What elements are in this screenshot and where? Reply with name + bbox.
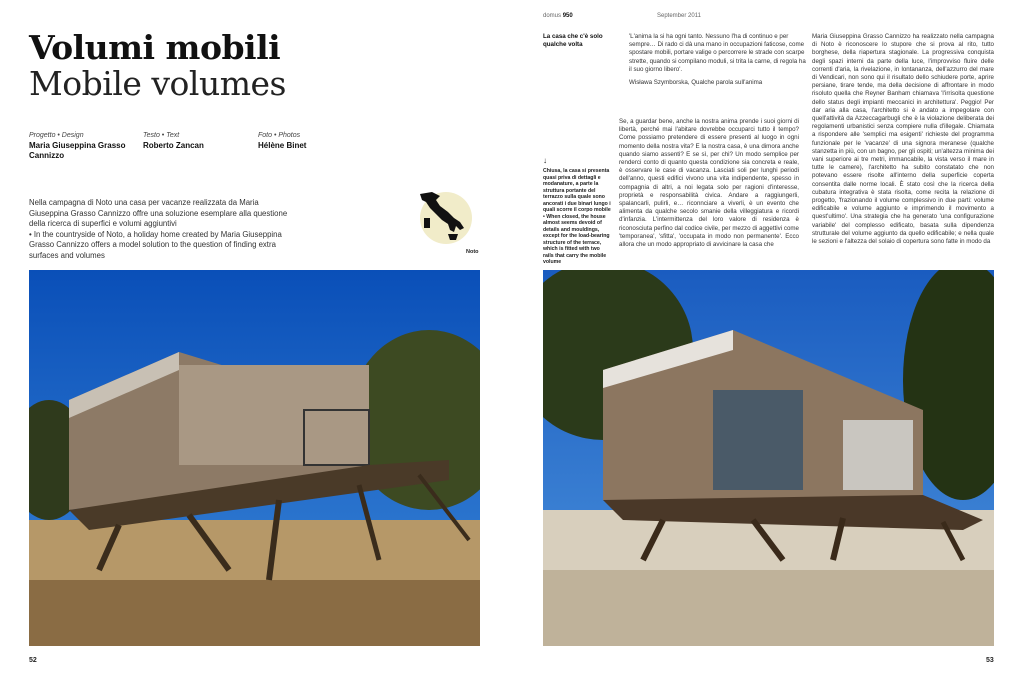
page-number-right: 53 [986,657,994,664]
credit-photos [258,132,378,151]
credit-name: Hélène Binet [258,141,307,150]
credit-role: Testo • Text [143,132,180,139]
body-column-2: Maria Giuseppina Grasso Cannizzo ha realizzato nella campagna di Noto è riconoscere lo stupore che si prova al rito, tutto borghese, della riapertura stagionale. La progressiva conquista degli spazi interni da parte della luce, l'improvviso fluire delle correnti d'aria, la rivelazione, in lontananza, dell'azzurro del mare di Vendicari, non sono qui il risultato dello schiudere porte, aprire persiane, tirare tende, ma della decisione di affrontare in modo risoluto quella che Reyner Banham chiamava 'l'irrisolta questione dello status degli impianti meccanici in architettura'. Peggio! Per dar aria alla casa, l'architetto si è andato a impegolare con quell'attività da Azzeccagarbugli che è la violazione deliberata dei regolamenti urbanistici senza compiere nulla d'illegale. Chiamata a rispondere alle 'semplici ma esigenti' richieste del programma funzionale per le 'vacanze' di una signora meranese (qualche stanzetta in più, con un bagno, per gli ospiti; un'altezza minima dei vani superiore ai tre metri, immancabile, la vista verso il mare in tutte le camere), l'architetto ha subito constatato che non potevano essere risolte all'interno della superficie coperta consentita dalle norme locali. È stato così che la ricerca della cubatura integrativa è stata risolta, come recita la relazione di progetto, 'frazionando il volume complessivo in due parti: volume edificabile e volume aggiunto e imprimendo il movimento a quest'ultimo'. Una strategia che ha generato 'una configurazione variabile' del complesso edificato, basata sulla dipendenza strutturale del volume aggiunto da quello edificabile; e nella quale le sezioni e l'altezza del solaio di copertura sono fatte in modo da [812,33,994,246]
magazine-name: domus [543,13,562,19]
credit-name: Maria Giuseppina Grasso Cannizzo [29,141,126,160]
article-subtitle: Mobile volumes [29,64,286,103]
issue-date: September 2011 [657,13,701,19]
page-number-left: 52 [29,657,37,664]
intro-italian: Nella campagna di Noto una casa per vacanze realizzata da Maria Giuseppina Grasso Cannizzo offre una soluzione esemplare alla questione della ricerca di superfici e volumi aggiuntivi [29,198,288,229]
credit-name: Roberto Zancan [143,141,204,150]
map-label: Noto [466,249,479,255]
intro-english: • In the countryside of Noto, a holiday home created by Maria Giuseppina Grasso Cannizzo offers a model solution to the question of finding extra surfaces and volumes [29,229,282,260]
intro-text [29,198,289,262]
house-closed-photo [29,270,480,646]
credit-design [29,132,149,161]
article-title: Volumi mobili [29,28,281,67]
epigraph-text: 'L'anima la si ha ogni tanto. Nessuno l'ha di continuo e per sempre… Di rado ci dà una mano in occupazioni faticose, come spostare mobili, portare valige o percorrere le strade con scarpe strette, quando si compilano moduli, si trita la carne, di regola ha il suo giorno libero'. [629,33,806,73]
running-head [543,13,573,19]
epigraph-author: Wisława Szymborska, Qualche parola sull'anima [629,79,763,87]
sidebar-quote: La casa che c'è solo qualche volta [543,33,603,48]
italy-map-icon [410,188,472,248]
credit-text [143,132,263,151]
credit-role: Foto • Photos [258,132,301,139]
credit-role: Progetto • Design [29,132,84,139]
photo-caption: Chiusa, la casa si presenta quasi priva di dettagli e modanature, a parte la struttura portante del terrazzo sulla quale sono ancorati i due binari lungo i quali scorre il corpo mobile • When closed, the house almost seems devoid of details and mouldings, except for the load-bearing structure of the terrace, which is fitted with two rails that carry the mobile volume [543,168,611,265]
issue-number: 950 [562,13,573,19]
house-open-photo [543,270,994,646]
epigraph [629,33,809,87]
body-column-1: Se, a guardar bene, anche la nostra anima prende i suoi giorni di libertà, perché mai l'abitare dovrebbe occuparci tutto il tempo? Come possiamo pretendere di essere presenti al luogo in ogni momento della nostra vita? E la nostra casa, è una dimora anche quando siamo assenti? E se sì, per chi? Un modo semplice per renderci conto di quanto questa condizione sia concreta e reale, è osservare le case di vacanza. Lasciati soli per lunghi periodi dell'anno, questi edifici vivono una vita indipendente, spesso in compagnia di altri, a noi legata solo per ragioni d'interesse, proprietà e responsabilità civica. Andare a raggiungerli, spalancarli, pulirli, e… riconnciare a viverli, è un evento che alimenta da qualche secolo smanie della villeggiatura e ricordi d'infanzia. L'intermittenza del loro valore di residenza è riconosciuta perfino dal codice civile, per mezzo di aggettivi come 'temporanea', 'sfitta', 'occupata in modo non permanente'. Ecco allora che un modo appropriato di avvicinare la casa che [619,118,799,249]
arrow-down-icon: ↓ [543,156,547,165]
